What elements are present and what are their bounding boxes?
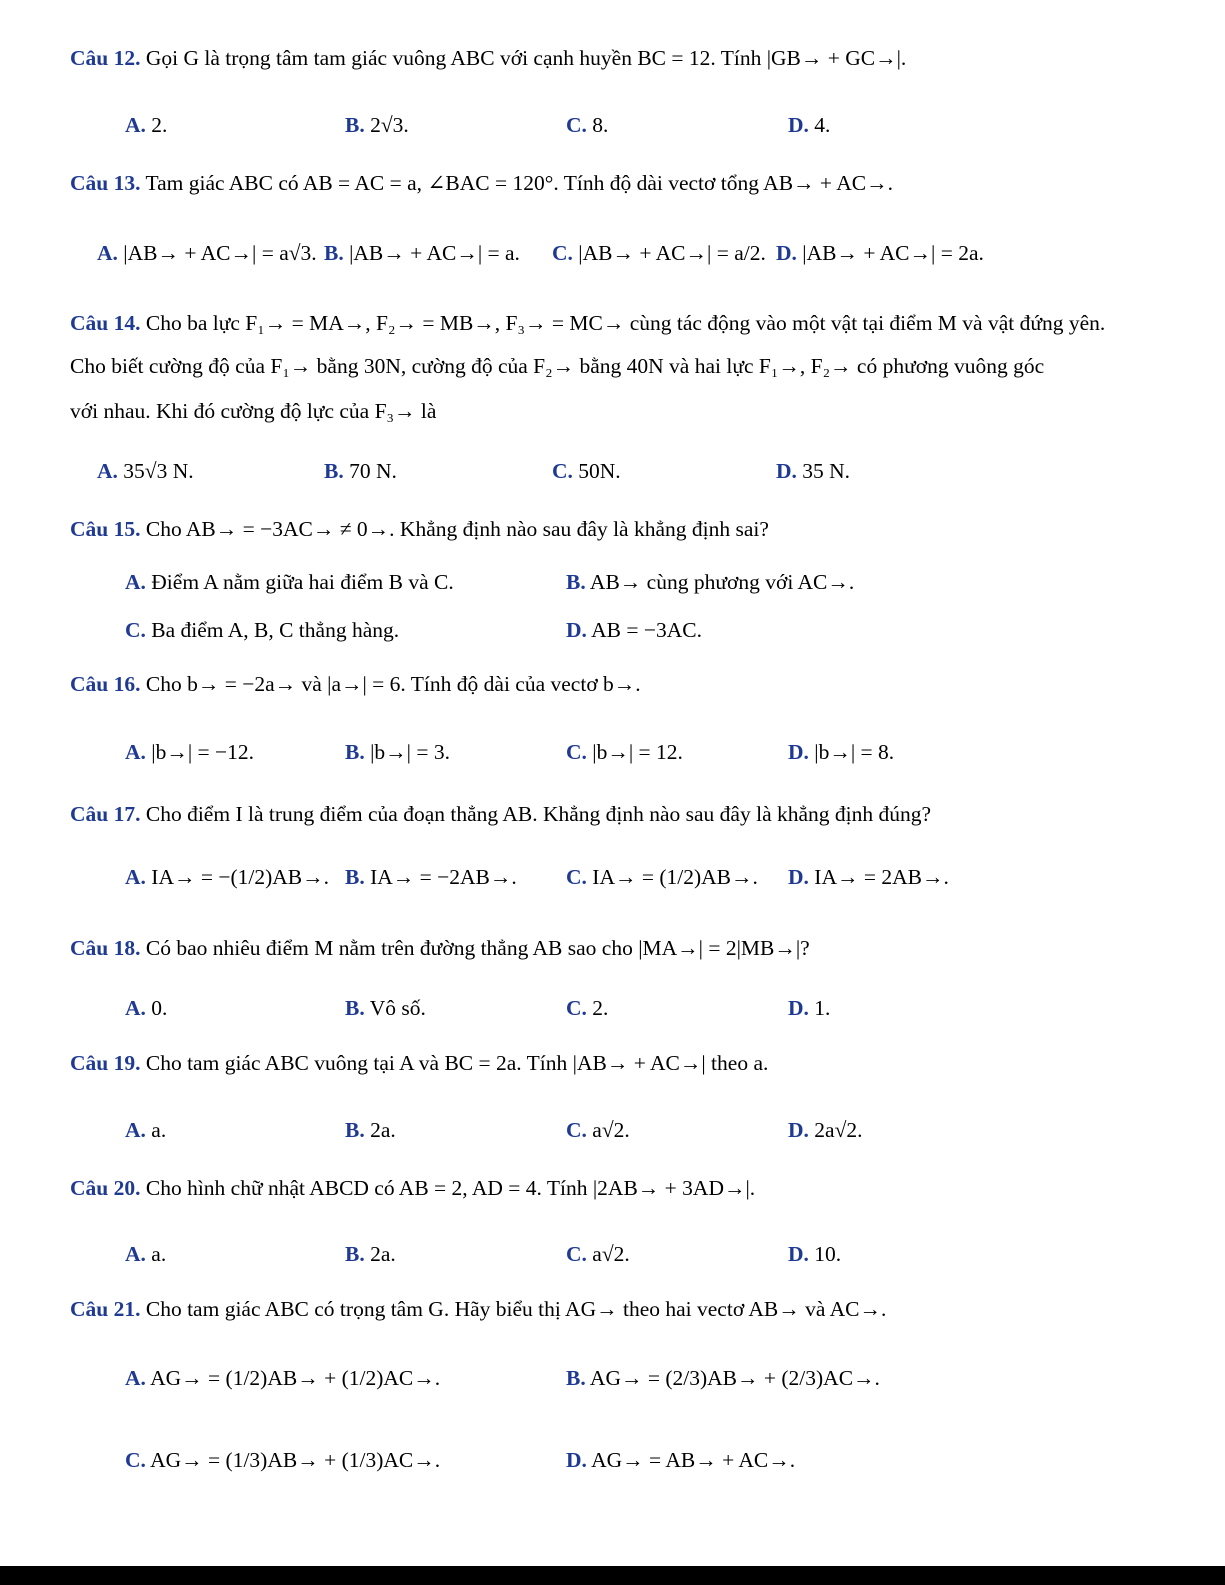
question-text: Cho AB→ = −3AC→ ≠ 0→. Khẳng định nào sau đây là khẳng định sai?: [145, 517, 769, 541]
question-text-line: Cho biết cường độ của F₁→ bằng 30N, cường độ của F₂→ bằng 40N và hai lực F₁→, F₂→ có phương vuông góc: [70, 354, 1045, 378]
option-label: C.: [552, 459, 573, 483]
option-label: B.: [345, 996, 365, 1020]
question-17: [70, 801, 931, 828]
option-text: a.: [151, 1242, 167, 1266]
option-a[interactable]: [125, 569, 454, 596]
option-text: 35√3 N.: [123, 459, 194, 483]
option-text: 50N.: [578, 459, 621, 483]
option-c[interactable]: [566, 864, 758, 891]
option-text: AB→ cùng phương với AC→.: [589, 570, 855, 594]
option-label: B.: [345, 865, 365, 889]
option-text: 2a.: [370, 1118, 396, 1142]
option-text: a.: [151, 1118, 167, 1142]
question-number: Câu 18.: [70, 936, 141, 960]
option-b[interactable]: [324, 240, 520, 267]
option-c[interactable]: [566, 1117, 630, 1144]
option-label: A.: [97, 241, 118, 265]
question-14: [70, 310, 1105, 337]
option-c[interactable]: [566, 112, 608, 139]
option-label: C.: [566, 996, 587, 1020]
question-text-line: với nhau. Khi đó cường độ lực của F₃→ là: [70, 399, 437, 423]
option-a[interactable]: [125, 112, 167, 139]
option-label: B.: [345, 113, 365, 137]
option-label: C.: [552, 241, 573, 265]
option-text: Điểm A nằm giữa hai điểm B và C.: [151, 570, 454, 594]
option-text: AB = −3AC.: [591, 618, 702, 642]
option-text: AG→ = (1/2)AB→ + (1/2)AC→.: [150, 1366, 441, 1390]
option-d[interactable]: [566, 1447, 795, 1474]
option-d[interactable]: [788, 995, 830, 1022]
option-label: D.: [788, 740, 809, 764]
option-c[interactable]: [566, 995, 608, 1022]
option-label: C.: [125, 618, 146, 642]
option-d[interactable]: [788, 112, 830, 139]
option-text: |AB→ + AC→| = a√3.: [123, 241, 317, 265]
option-text: 8.: [592, 113, 609, 137]
question-text: Cho tam giác ABC vuông tại A và BC = 2a. Tính |AB→ + AC→| theo a.: [145, 1051, 769, 1075]
option-d[interactable]: [776, 240, 984, 267]
option-label: C.: [566, 1118, 587, 1142]
question-number: Câu 14.: [70, 311, 141, 335]
question-20: [70, 1175, 755, 1202]
question-text: Cho hình chữ nhật ABCD có AB = 2, AD = 4. Tính |2AB→ + 3AD→|.: [145, 1176, 756, 1200]
option-text: 2a√2.: [814, 1118, 863, 1142]
option-text: |AB→ + AC→| = a/2.: [578, 241, 766, 265]
option-b[interactable]: [324, 458, 397, 485]
option-text: AG→ = (1/3)AB→ + (1/3)AC→.: [150, 1448, 441, 1472]
option-text: IA→ = (1/2)AB→.: [592, 865, 758, 889]
option-b[interactable]: [345, 1117, 396, 1144]
option-text: IA→ = −2AB→.: [370, 865, 517, 889]
option-label: A.: [97, 459, 118, 483]
option-text: 4.: [814, 113, 831, 137]
option-text: |AB→ + AC→| = 2a.: [802, 241, 984, 265]
option-label: C.: [566, 740, 587, 764]
option-label: D.: [788, 1242, 809, 1266]
option-text: 0.: [151, 996, 168, 1020]
option-d[interactable]: [788, 1241, 841, 1268]
question-19: [70, 1050, 768, 1077]
question-text: Cho tam giác ABC có trọng tâm G. Hãy biểu thị AG→ theo hai vectơ AB→ và AC→.: [145, 1297, 887, 1321]
option-label: A.: [125, 113, 146, 137]
option-label: D.: [776, 459, 797, 483]
option-b[interactable]: [345, 995, 426, 1022]
option-label: D.: [776, 241, 797, 265]
option-label: A.: [125, 570, 146, 594]
option-a[interactable]: [125, 864, 329, 891]
question-16: [70, 671, 641, 698]
option-b[interactable]: [345, 112, 409, 139]
option-text: IA→ = 2AB→.: [814, 865, 949, 889]
option-text: |b→| = 12.: [592, 740, 683, 764]
option-d[interactable]: [788, 864, 949, 891]
option-label: A.: [125, 1242, 146, 1266]
option-text: Vô số.: [369, 996, 426, 1020]
option-c[interactable]: [125, 617, 399, 644]
option-b[interactable]: [345, 864, 517, 891]
option-text: a√2.: [592, 1118, 630, 1142]
option-text: |AB→ + AC→| = a.: [349, 241, 520, 265]
page-bottom-bar: [0, 1566, 1225, 1585]
option-text: a√2.: [592, 1242, 630, 1266]
option-label: D.: [788, 113, 809, 137]
option-label: A.: [125, 996, 146, 1020]
question-number: Câu 16.: [70, 672, 141, 696]
question-text: Cho b→ = −2a→ và |a→| = 6. Tính độ dài của vectơ b→.: [145, 672, 641, 696]
option-label: D.: [566, 618, 587, 642]
option-label: B.: [345, 740, 365, 764]
question-number: Câu 12.: [70, 46, 141, 70]
option-a[interactable]: [125, 1241, 166, 1268]
option-text: IA→ = −(1/2)AB→.: [151, 865, 330, 889]
option-c[interactable]: [125, 1447, 440, 1474]
option-d[interactable]: [776, 458, 850, 485]
option-label: B.: [345, 1118, 365, 1142]
option-label: D.: [788, 996, 809, 1020]
option-label: A.: [125, 1366, 146, 1390]
option-a[interactable]: [97, 458, 194, 485]
option-text: 35 N.: [802, 459, 851, 483]
question-number: Câu 15.: [70, 517, 141, 541]
option-a[interactable]: [125, 1117, 166, 1144]
option-b[interactable]: [345, 1241, 396, 1268]
option-label: C.: [125, 1448, 146, 1472]
option-a[interactable]: [97, 240, 317, 267]
option-b[interactable]: [566, 569, 854, 596]
option-label: D.: [566, 1448, 587, 1472]
option-text: |b→| = 3.: [370, 740, 450, 764]
option-label: A.: [125, 1118, 146, 1142]
option-a[interactable]: [125, 739, 254, 766]
option-text: 10.: [814, 1242, 842, 1266]
option-label: B.: [345, 1242, 365, 1266]
question-number: Câu 17.: [70, 802, 141, 826]
option-d[interactable]: [788, 1117, 863, 1144]
question-text: Có bao nhiêu điểm M nằm trên đường thẳng AB sao cho |MA→| = 2|MB→|?: [145, 936, 810, 960]
question-15: [70, 516, 769, 543]
option-text: 2a.: [370, 1242, 396, 1266]
option-label: B.: [566, 1366, 586, 1390]
option-label: B.: [324, 459, 344, 483]
question-21: [70, 1296, 886, 1323]
option-c[interactable]: [552, 240, 766, 267]
option-label: B.: [566, 570, 586, 594]
option-c[interactable]: [552, 458, 621, 485]
question-number: Câu 20.: [70, 1176, 141, 1200]
option-a[interactable]: [125, 995, 167, 1022]
question-text: Tam giác ABC có AB = AC = a, ∠BAC = 120°. Tính độ dài vectơ tổng AB→ + AC→.: [145, 171, 893, 195]
question-12: [70, 45, 906, 72]
option-text: 2.: [592, 996, 609, 1020]
option-b[interactable]: [345, 739, 450, 766]
question-number: Câu 13.: [70, 171, 141, 195]
option-text: |b→| = −12.: [151, 740, 255, 764]
option-label: D.: [788, 865, 809, 889]
question-number: Câu 19.: [70, 1051, 141, 1075]
option-text: AG→ = AB→ + AC→.: [591, 1448, 796, 1472]
option-label: C.: [566, 113, 587, 137]
option-text: 2√3.: [370, 113, 409, 137]
option-text: 70 N.: [349, 459, 397, 483]
option-d[interactable]: [788, 739, 894, 766]
option-label: A.: [125, 865, 146, 889]
option-text: |b→| = 8.: [814, 740, 895, 764]
option-c[interactable]: [566, 1241, 630, 1268]
question-18: [70, 935, 810, 962]
question-text: Cho ba lực F₁→ = MA→, F₂→ = MB→, F₃→ = MC→ cùng tác động vào một vật tại điểm M và vật đứng yên.: [145, 311, 1106, 335]
question-text: Gọi G là trọng tâm tam giác vuông ABC với cạnh huyền BC = 12. Tính |GB→ + GC→|.: [145, 46, 907, 70]
question-13: [70, 170, 893, 197]
option-label: A.: [125, 740, 146, 764]
option-text: 1.: [814, 996, 831, 1020]
option-text: Ba điểm A, B, C thẳng hàng.: [151, 618, 400, 642]
option-b[interactable]: [566, 1365, 880, 1392]
option-text: 2.: [151, 113, 168, 137]
option-text: AG→ = (2/3)AB→ + (2/3)AC→.: [589, 1366, 880, 1390]
option-label: C.: [566, 865, 587, 889]
option-a[interactable]: [125, 1365, 440, 1392]
option-label: D.: [788, 1118, 809, 1142]
option-label: B.: [324, 241, 344, 265]
option-label: C.: [566, 1242, 587, 1266]
option-d[interactable]: [566, 617, 702, 644]
option-c[interactable]: [566, 739, 683, 766]
question-number: Câu 21.: [70, 1297, 141, 1321]
question-text: Cho điểm I là trung điểm của đoạn thẳng AB. Khẳng định nào sau đây là khẳng định đúng?: [145, 802, 932, 826]
